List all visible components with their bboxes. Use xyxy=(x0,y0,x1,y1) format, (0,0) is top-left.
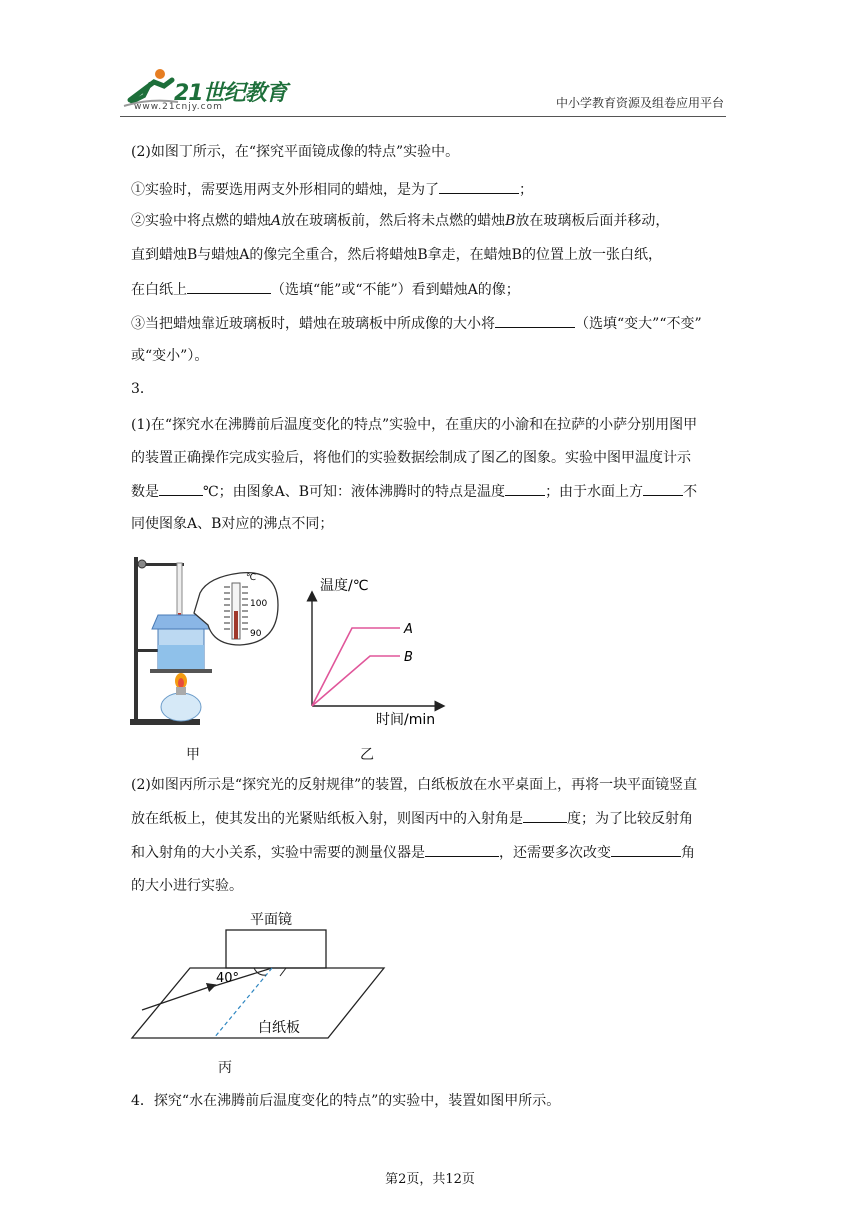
q3-p2d: 的大小进行实验。 xyxy=(131,878,243,894)
mirror xyxy=(226,930,326,968)
q2-s2c: 在白纸上 （选填“能”或“不能”）看到蜡烛A的像； xyxy=(131,279,520,300)
answer-blank[interactable] xyxy=(643,481,683,496)
figure-jia-apparatus xyxy=(128,553,288,733)
caption-yi: 乙 xyxy=(360,747,374,763)
incident-ray xyxy=(142,986,212,1010)
header-divider xyxy=(120,116,726,117)
figure-yi-graph xyxy=(300,572,450,732)
figure-bing-reflection xyxy=(128,904,388,1044)
label-a: A xyxy=(404,622,413,637)
platform-name: 中小学教育资源及组卷应用平台 xyxy=(555,96,724,110)
q3-p1a: (1)在“探究水在沸腾前后温度变化的特点”实验中，在重庆的小渝和在拉萨的小萨分别用图甲 xyxy=(131,417,698,433)
q2-s2a: ②实验中将点燃的蜡烛A放在玻璃板前，然后将未点燃的蜡烛B放在玻璃板后面并移动， xyxy=(131,213,670,229)
label-b: B xyxy=(404,650,413,665)
page-footer: 第2页，共12页 xyxy=(385,1172,475,1187)
answer-blank[interactable] xyxy=(159,481,203,496)
q3-p2b: 放在纸板上，使其发出的光紧贴纸板入射，则图丙中的入射角是 度；为了比较反射角 xyxy=(131,808,693,829)
angle-label: 40° xyxy=(216,971,240,986)
board-label: 白纸板 xyxy=(258,1020,300,1036)
logo-text: 21世纪教育 xyxy=(174,81,287,106)
y-axis-label: 温度/℃ xyxy=(320,578,369,594)
q3-p2a: (2)如图丙所示是“探究光的反射规律”的装置，白纸板放在水平桌面上，再将一块平面镜竖直 xyxy=(131,777,698,793)
x-axis-label: 时间/min xyxy=(376,712,436,728)
caption-bing: 丙 xyxy=(218,1060,232,1076)
thermo-tick-90: 90 xyxy=(250,629,262,639)
q2-intro: (2)如图丁所示，在“探究平面镜成像的特点”实验中。 xyxy=(131,144,460,160)
logo-url: www.21cnjy.com xyxy=(134,102,223,112)
q2-s2b: 直到蜡烛B与蜡烛A的像完全重合，然后将蜡烛B拿走，在蜡烛B的位置上放一张白纸， xyxy=(131,247,662,263)
answer-blank[interactable] xyxy=(187,279,271,294)
q2-s3a: ③当把蜡烛靠近玻璃板时，蜡烛在玻璃板中所成像的大小将 （选填“变大”“不变” xyxy=(131,313,702,334)
answer-blank[interactable] xyxy=(495,313,575,328)
answer-blank[interactable] xyxy=(425,842,499,857)
caption-jia: 甲 xyxy=(186,747,200,763)
mirror-label: 平面镜 xyxy=(250,912,292,928)
q2-s1: ①实验时，需要选用两支外形相同的蜡烛，是为了 ； xyxy=(131,179,533,200)
answer-blank[interactable] xyxy=(439,179,519,194)
q3-p1c: 数是 ℃；由图象A、B可知：液体沸腾时的特点是温度 ；由于水面上方 不 xyxy=(131,481,697,502)
answer-blank[interactable] xyxy=(523,808,567,823)
q3-p1b: 的装置正确操作完成实验后，将他们的实验数据绘制成了图乙的图象。实验中图甲温度计示 xyxy=(131,450,691,466)
q3-number: 3． xyxy=(131,381,154,397)
answer-blank[interactable] xyxy=(611,842,681,857)
q3-p1d: 同使图象A、B对应的沸点不同； xyxy=(131,516,334,532)
thermo-unit: ℃ xyxy=(246,573,257,583)
thermo-tick-100: 100 xyxy=(250,599,268,609)
q3-p2c: 和入射角的大小关系，实验中需要的测量仪器是 ，还需要多次改变 角 xyxy=(131,842,695,863)
q2-s3b: 或“变小”）。 xyxy=(131,348,209,364)
answer-blank[interactable] xyxy=(505,481,545,496)
page-header xyxy=(120,66,730,116)
q4-text: 4．探究“水在沸腾前后温度变化的特点”的实验中，装置如图甲所示。 xyxy=(131,1093,561,1109)
